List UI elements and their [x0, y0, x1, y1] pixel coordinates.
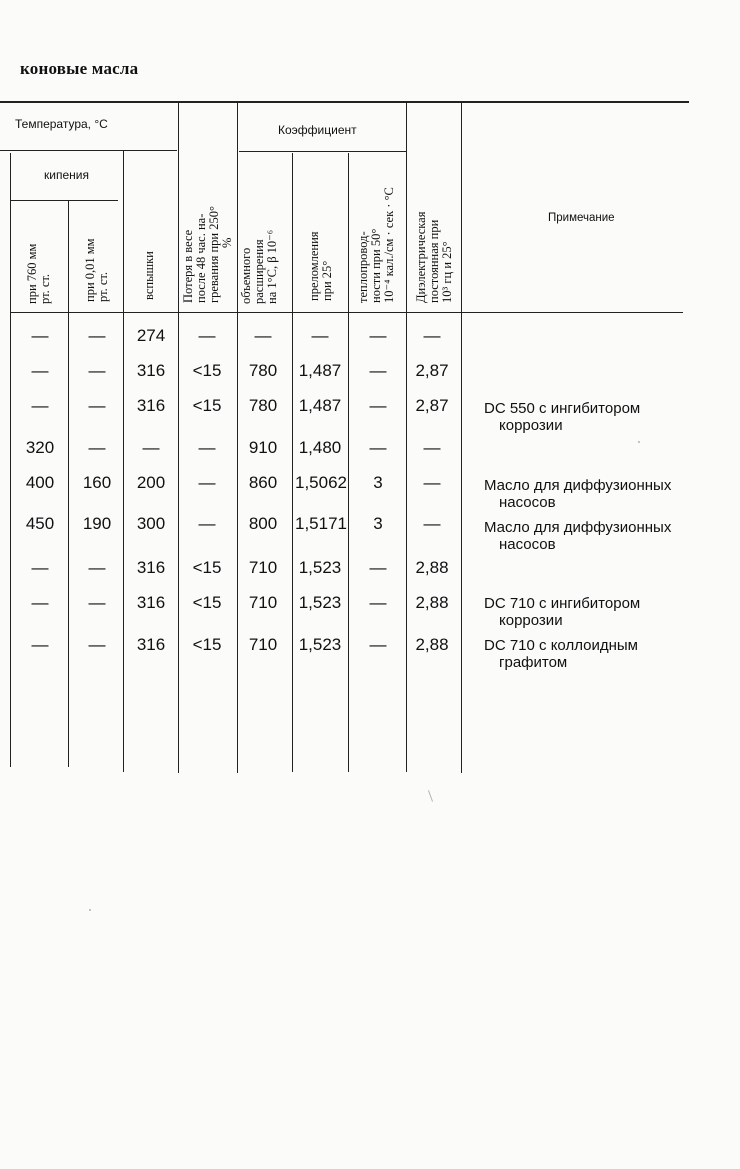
loss-cell: <15 — [192, 396, 222, 415]
flash-cell: 274 — [136, 326, 166, 345]
refraction-cell: 1,523 — [298, 593, 342, 612]
expansion-cell: 780 — [248, 361, 278, 380]
loss-cell: — — [198, 326, 216, 345]
p760-cell: 320 — [25, 438, 55, 457]
refraction-cell: 1,523 — [298, 635, 342, 654]
p760-cell: 400 — [25, 473, 55, 492]
p001-cell: — — [88, 593, 106, 612]
p760-cell: — — [31, 593, 49, 612]
loss-cell: — — [198, 473, 216, 492]
dielectric-cell: — — [423, 473, 441, 492]
note-cell: DC 710 с ингибитором коррозии — [484, 595, 641, 629]
loss-header: Потеря в весе после 48 час. на- гревания при 250° % — [181, 206, 235, 303]
column-line-p001-left — [68, 201, 69, 767]
flash-cell: 316 — [136, 593, 166, 612]
p760-cell: — — [31, 396, 49, 415]
conductivity-cell: — — [369, 361, 387, 380]
p001-cell: — — [88, 635, 106, 654]
dielectric-cell: — — [423, 326, 441, 345]
p760-cell: — — [31, 361, 49, 380]
flash-header: вспышки — [142, 251, 156, 300]
loss-cell: <15 — [192, 593, 222, 612]
p760-cell: 450 — [25, 514, 55, 533]
note-cell: DC 550 с ингибитором коррозии — [484, 400, 641, 434]
dielectric-header: Диэлектрическая постоянная при 10³ гц и 25° — [414, 211, 455, 303]
dielectric-cell: — — [423, 438, 441, 457]
scan-speck — [89, 909, 91, 911]
dielectric-cell: 2,87 — [415, 361, 449, 380]
note-cell: Масло для диффузионных насосов — [484, 477, 672, 511]
expansion-cell: 860 — [248, 473, 278, 492]
p001-cell: — — [88, 438, 106, 457]
column-line-refraction-left — [292, 153, 293, 772]
conductivity-cell: — — [369, 396, 387, 415]
p001-cell: — — [88, 361, 106, 380]
refraction-cell: 1,487 — [298, 396, 342, 415]
scan-speck — [428, 790, 433, 802]
flash-cell: 316 — [136, 558, 166, 577]
p760-cell: — — [31, 326, 49, 345]
p001-cell: — — [88, 558, 106, 577]
p001-cell: 160 — [82, 473, 112, 492]
conductivity-header: теплопровод- ности при 50° 10⁻⁴ кал./см · сек · °С — [356, 187, 397, 303]
boiling-header: кипения — [44, 168, 89, 182]
flash-cell: 200 — [136, 473, 166, 492]
table-top-rule — [0, 101, 689, 103]
dielectric-cell: 2,88 — [415, 635, 449, 654]
loss-cell: <15 — [192, 558, 222, 577]
dielectric-cell: 2,87 — [415, 396, 449, 415]
conductivity-cell: — — [369, 438, 387, 457]
flash-cell: — — [142, 438, 160, 457]
refraction-cell: 1,523 — [298, 558, 342, 577]
note-cell: DC 710 с коллоидным графитом — [484, 637, 638, 671]
refraction-cell: 1,487 — [298, 361, 342, 380]
refraction-header: преломления при 25° — [307, 231, 335, 301]
column-line-dielectric-left — [406, 102, 407, 772]
p001-cell: 190 — [82, 514, 112, 533]
column-line-loss-left — [178, 102, 179, 773]
page-title: коновые масла — [20, 59, 139, 78]
column-line-conductivity-left — [348, 153, 349, 772]
loss-cell: <15 — [192, 361, 222, 380]
loss-cell: — — [198, 438, 216, 457]
coefficient-header: Коэффициент — [278, 123, 357, 137]
refraction-cell: 1,5171 — [295, 514, 347, 533]
dielectric-cell: — — [423, 514, 441, 533]
expansion-cell: 910 — [248, 438, 278, 457]
loss-cell: <15 — [192, 635, 222, 654]
p001-header: при 0,01 мм рт. ст. — [83, 238, 111, 302]
dielectric-cell: 2,88 — [415, 558, 449, 577]
expansion-cell: 710 — [248, 635, 278, 654]
refraction-cell: 1,5062 — [295, 473, 347, 492]
expansion-cell: 710 — [248, 558, 278, 577]
flash-cell: 316 — [136, 635, 166, 654]
p001-cell: — — [88, 396, 106, 415]
dielectric-cell: 2,88 — [415, 593, 449, 612]
column-line-p760-left — [10, 153, 11, 767]
header-bottom-rule — [10, 312, 683, 313]
conductivity-cell: 3 — [373, 514, 383, 533]
note-header: Примечание — [548, 212, 615, 224]
p760-cell: — — [31, 635, 49, 654]
column-line-expansion-left — [237, 102, 238, 773]
expansion-cell: 710 — [248, 593, 278, 612]
refraction-cell: — — [311, 326, 329, 345]
loss-cell: — — [198, 514, 216, 533]
boiling-divider — [10, 200, 118, 201]
refraction-cell: 1,480 — [298, 438, 342, 457]
temperature-divider — [0, 150, 177, 151]
note-cell: Масло для диффузионных насосов — [484, 519, 672, 553]
flash-cell: 316 — [136, 396, 166, 415]
expansion-cell: — — [254, 326, 272, 345]
column-line-note-left — [461, 102, 462, 773]
temperature-header: Температура, °С — [15, 117, 108, 131]
scan-speck — [638, 441, 640, 443]
p001-cell: — — [88, 326, 106, 345]
expansion-cell: 780 — [248, 396, 278, 415]
flash-cell: 300 — [136, 514, 166, 533]
conductivity-cell: — — [369, 558, 387, 577]
conductivity-cell: — — [369, 326, 387, 345]
expansion-header: объемного расширения на 1°С, β 10⁻⁶ — [239, 229, 280, 304]
column-line-flash-left — [123, 151, 124, 772]
coefficient-divider — [239, 151, 406, 152]
p760-header: при 760 мм рт. ст. — [25, 243, 53, 304]
conductivity-cell: — — [369, 635, 387, 654]
conductivity-cell: — — [369, 593, 387, 612]
conductivity-cell: 3 — [373, 473, 383, 492]
flash-cell: 316 — [136, 361, 166, 380]
expansion-cell: 800 — [248, 514, 278, 533]
p760-cell: — — [31, 558, 49, 577]
